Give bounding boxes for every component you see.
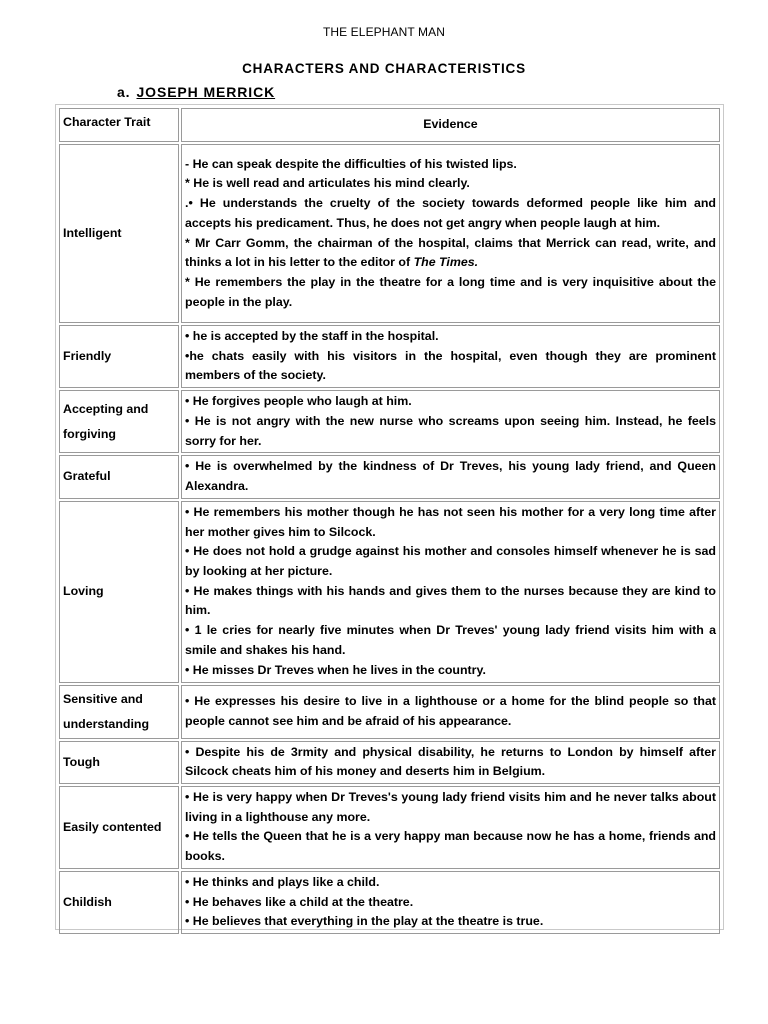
evidence-cell: [181, 325, 720, 388]
evidence-item: • He forgives people who laugh at him.: [185, 394, 412, 409]
evidence-item: * He remembers the play in the theatre for a long time and is very inquisitive about the people in the play.: [185, 274, 716, 309]
trait-cell: Easily contented: [59, 786, 179, 869]
evidence-item: • He is overwhelmed by the kindness of Dr Treves, his young lady friend, and Queen Alexandra.: [185, 459, 716, 493]
page-title: CHARACTERS AND CHARACTERISTICS: [242, 61, 526, 76]
evidence-item: • Despite his de 3rmity and physical disability, he returns to London by himself after Silcock cheats him of his money and deserts him in Belgium.: [185, 744, 716, 779]
evidence-item: • He behaves like a child at the theatre.: [185, 894, 414, 909]
trait-cell: Childish: [59, 871, 179, 934]
table-row: [59, 144, 720, 323]
evidence-cell: [181, 786, 720, 869]
page-header: THE ELEPHANT MAN: [322, 25, 446, 39]
trait-cell: Sensitive and understanding: [59, 685, 179, 739]
newspaper-title: The Times.: [413, 255, 479, 270]
traits-table: [57, 106, 722, 936]
evidence-cell: [181, 455, 720, 498]
evidence-item: • He misses Dr Treves when he lives in the country.: [185, 662, 486, 677]
trait-cell: Loving: [59, 501, 179, 683]
evidence-item: • He makes things with his hands and gives them to the nurses because they are kind to him.: [185, 583, 716, 618]
evidence-item: • He remembers his mother though he has not seen his mother for a very long time after her mother gives him to Silcock.: [185, 504, 716, 539]
table-row: [59, 786, 720, 869]
section-heading: [117, 84, 275, 100]
header-evidence: Evidence: [181, 108, 720, 142]
trait-cell: Friendly: [59, 325, 179, 388]
evidence-item: • He believes that everything in the play at the theatre is true.: [185, 914, 544, 929]
evidence-item: • he is accepted by the staff in the hospital.: [185, 329, 439, 343]
evidence-cell: [181, 871, 720, 934]
trait-cell: Accepting and forgiving: [59, 390, 179, 453]
trait-cell: Tough: [59, 741, 179, 784]
evidence-cell: [181, 390, 720, 453]
section-letter: a.: [117, 84, 131, 100]
evidence-item: •he chats easily with his visitors in the hospital, even though they are prominent members of the society.: [185, 348, 716, 383]
table-row: [59, 325, 720, 388]
evidence-item: .• He understands the cruelty of the society towards deformed people like him and accepts his predicament. Thus, he does not get angry when people laugh at him.: [185, 196, 716, 230]
evidence-item: • He is very happy when Dr Treves's young lady friend visits him and he never talks about living in a lighthouse any more.: [185, 790, 716, 824]
evidence-item: • 1 le cries for nearly five minutes when Dr Treves' young lady friend visits him with a smile and shakes his hand.: [185, 623, 716, 657]
evidence-text: * Mr Carr Gomm, the chairman of the hospital, claims that Merrick can read, write, and thinks a lot in his letter to the editor of: [185, 235, 716, 270]
evidence-cell: [181, 741, 720, 784]
table-row: [59, 685, 720, 739]
table-header-row: [59, 108, 720, 142]
evidence-item: * He is well read and articulates his mind clearly.: [185, 176, 470, 191]
evidence-item: • He expresses his desire to live in a lighthouse or a home for the blind people so that people cannot see him and be afraid of his appearance.: [185, 693, 716, 728]
evidence-cell: [181, 501, 720, 683]
evidence-cell: [181, 685, 720, 739]
trait-cell: Intelligent: [59, 144, 179, 323]
trait-cell: Grateful: [59, 455, 179, 498]
evidence-item: - He can speak despite the difficulties of his twisted lips.: [185, 156, 517, 171]
evidence-cell: [181, 144, 720, 323]
evidence-item: • He does not hold a grudge against his mother and consoles himself whenever he is sad by looking at her picture.: [185, 544, 716, 579]
section-name: JOSEPH MERRICK: [136, 84, 276, 100]
evidence-item: • He is not angry with the new nurse who screams upon seeing him. Instead, he feels sorry for her.: [185, 413, 716, 448]
table-row: [59, 390, 720, 453]
table-row: [59, 501, 720, 683]
evidence-item: [185, 234, 716, 273]
evidence-item: • He tells the Queen that he is a very happy man because now he has a home, friends and books.: [185, 829, 716, 864]
table-row: [59, 455, 720, 498]
evidence-item: • He thinks and plays like a child.: [185, 874, 380, 889]
table-row: [59, 871, 720, 934]
header-character-trait: Character Trait: [59, 108, 179, 142]
table-row: [59, 741, 720, 784]
